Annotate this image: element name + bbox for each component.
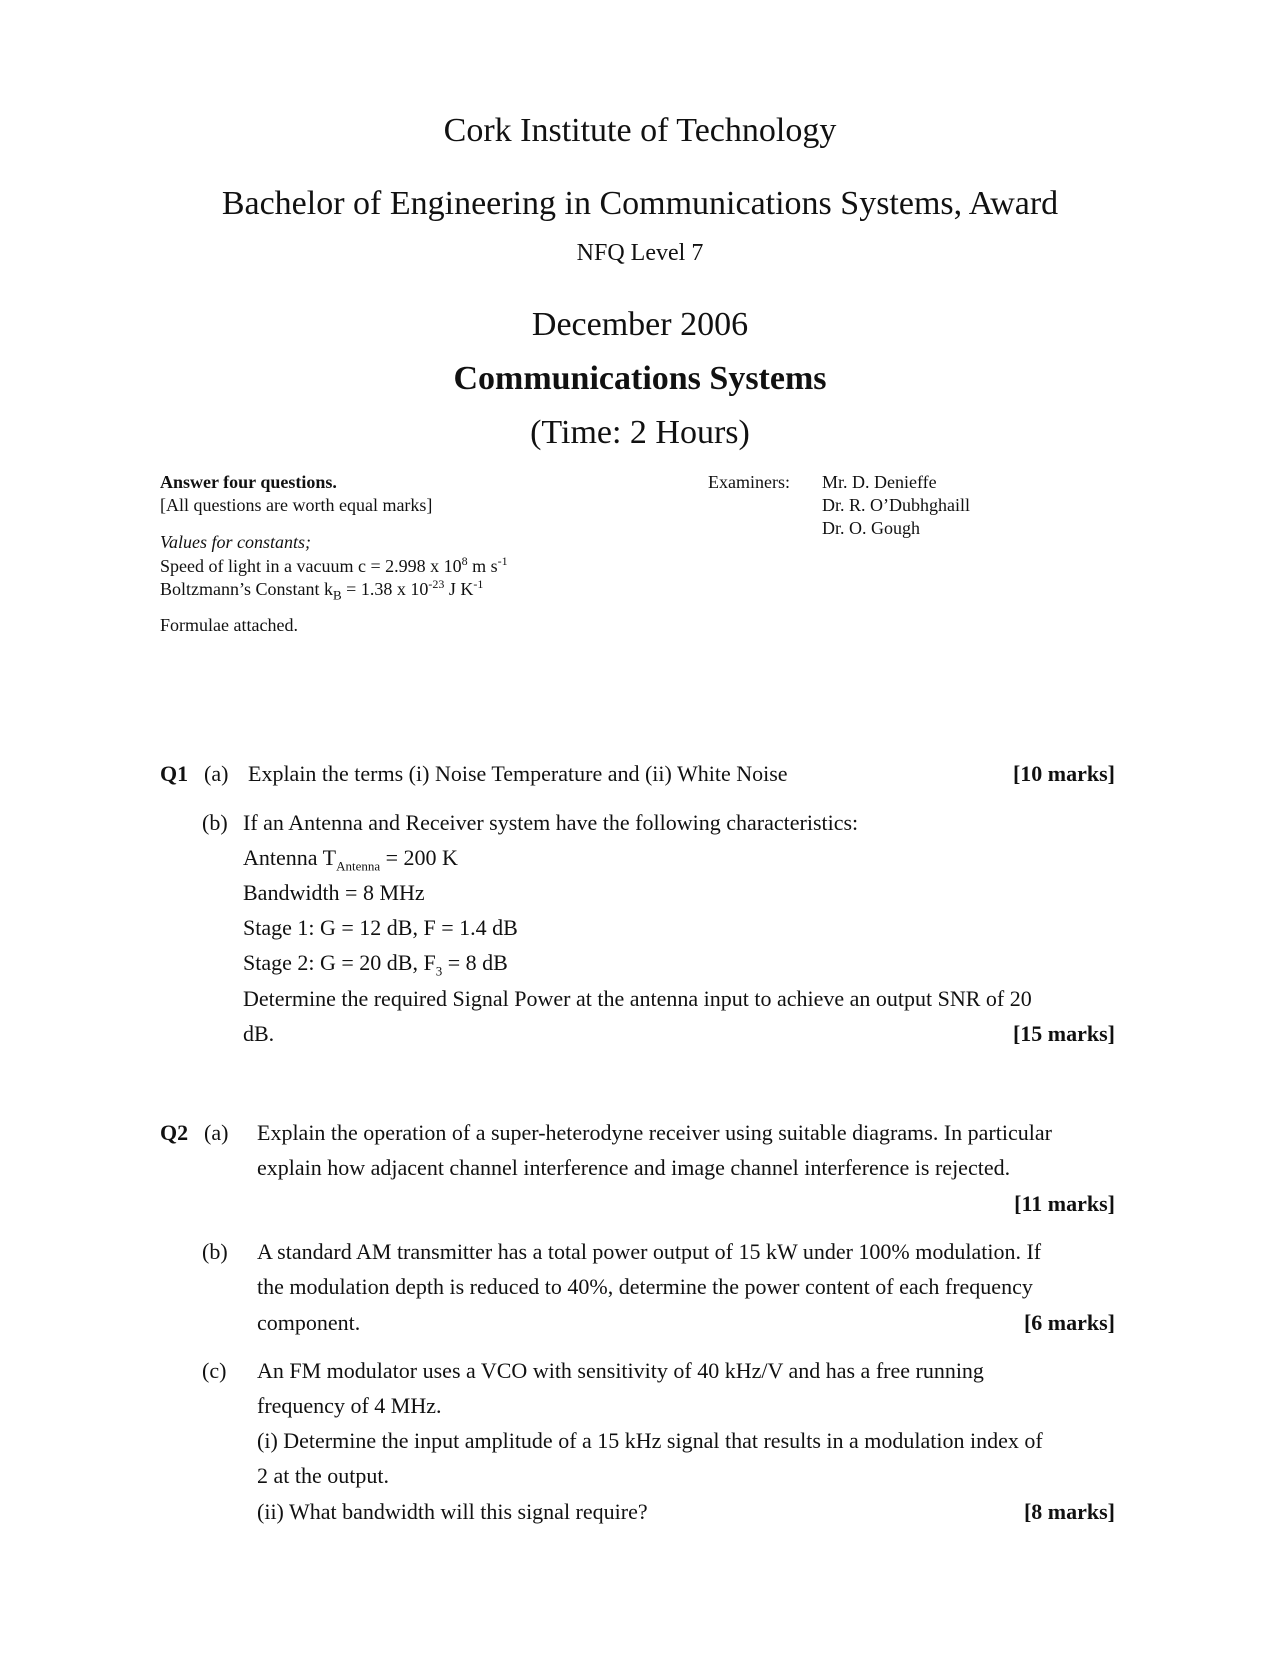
marks-badge: [6 marks] <box>1023 1310 1115 1335</box>
q2-part-c-text: 2 at the output. <box>257 1463 389 1488</box>
q1-part-a-text: Explain the terms (i) Noise Temperature and (ii) White Noise <box>248 761 788 786</box>
stage-1-spec: Stage 1: G = 12 dB, F = 1.4 dB <box>243 915 518 940</box>
exam-duration: (Time: 2 Hours) <box>530 414 750 451</box>
q2-part-a-text: Explain the operation of a super-heterodyne receiver using suitable diagrams. In particular <box>257 1120 1052 1145</box>
q2-part-b-text: component. <box>257 1310 361 1335</box>
institute-title: Cork Institute of Technology <box>443 112 837 149</box>
question-number: Q2 <box>160 1120 189 1145</box>
q2-part-c-text: (i) Determine the input amplitude of a 15 kHz signal that results in a modulation index of <box>257 1428 1043 1453</box>
marks-badge: [15 marks] <box>1012 1021 1115 1046</box>
examiner-name: Dr. O. Gough <box>822 518 920 538</box>
marks-badge: [10 marks] <box>1012 761 1115 786</box>
q1-determine-text: dB. <box>243 1021 275 1046</box>
examiner-name: Mr. D. Denieffe <box>822 472 937 492</box>
question-number: Q1 <box>160 761 189 786</box>
q2-part-a-text: explain how adjacent channel interference and image channel interference is rejected. <box>257 1155 1011 1180</box>
q2-part-c-text: (ii) What bandwidth will this signal require? <box>257 1499 648 1524</box>
stage-2-spec: Stage 2: G = 20 dB, $F_3 = 8$ dB <box>243 950 508 979</box>
part-label: (a) <box>204 761 229 786</box>
examiners-label: Examiners: <box>708 472 790 492</box>
marks-badge: [8 marks] <box>1023 1499 1115 1524</box>
antenna-temperature: Antenna $T_{Antenna} = 200$ K <box>243 845 458 874</box>
programme-title: Bachelor of Engineering in Communications Systems, Award <box>221 185 1059 222</box>
q2-part-c-text: An FM modulator uses a VCO with sensitivity of 40 kHz/V and has a free running <box>257 1358 984 1383</box>
q2-part-b-text: A standard AM transmitter has a total power output of 15 kW under 100% modulation. If <box>257 1239 1042 1264</box>
q2-part-b-text: the modulation depth is reduced to 40%, determine the power content of each frequency <box>257 1274 1033 1299</box>
speed-of-light-constant: Speed of light in a vacuum c = 2.998 x $10^8$ m $s^{-1}$ <box>160 554 508 576</box>
marks-badge: [11 marks] <box>1014 1191 1115 1216</box>
exam-date: December 2006 <box>531 306 749 343</box>
part-label: (c) <box>202 1358 227 1383</box>
q1-determine-text: Determine the required Signal Power at the antenna input to achieve an output SNR of 20 <box>243 986 1032 1011</box>
q2-part-c-text: frequency of 4 MHz. <box>257 1393 442 1418</box>
subject-title: Communications Systems <box>453 360 827 397</box>
examiner-name: Dr. R. O’Dubhghaill <box>822 495 970 515</box>
part-label: (a) <box>204 1120 229 1145</box>
answer-instruction: Answer four questions. <box>160 472 337 492</box>
q1-part-b-text: If an Antenna and Receiver system have the following characteristics: <box>243 810 859 835</box>
part-label: (b) <box>202 1239 228 1264</box>
bandwidth-spec: Bandwidth = 8 MHz <box>243 880 425 905</box>
marks-note: [All questions are worth equal marks] <box>160 495 433 515</box>
nfq-level: NFQ Level 7 <box>576 240 704 266</box>
part-label: (b) <box>202 810 228 835</box>
boltzmann-constant: Boltzmann’s Constant $k_B = 1.38$ x $10^{-23}$ J $K^{-1}$ <box>160 577 484 603</box>
formulae-note: Formulae attached. <box>160 615 298 635</box>
constants-heading: Values for constants; <box>160 532 311 552</box>
